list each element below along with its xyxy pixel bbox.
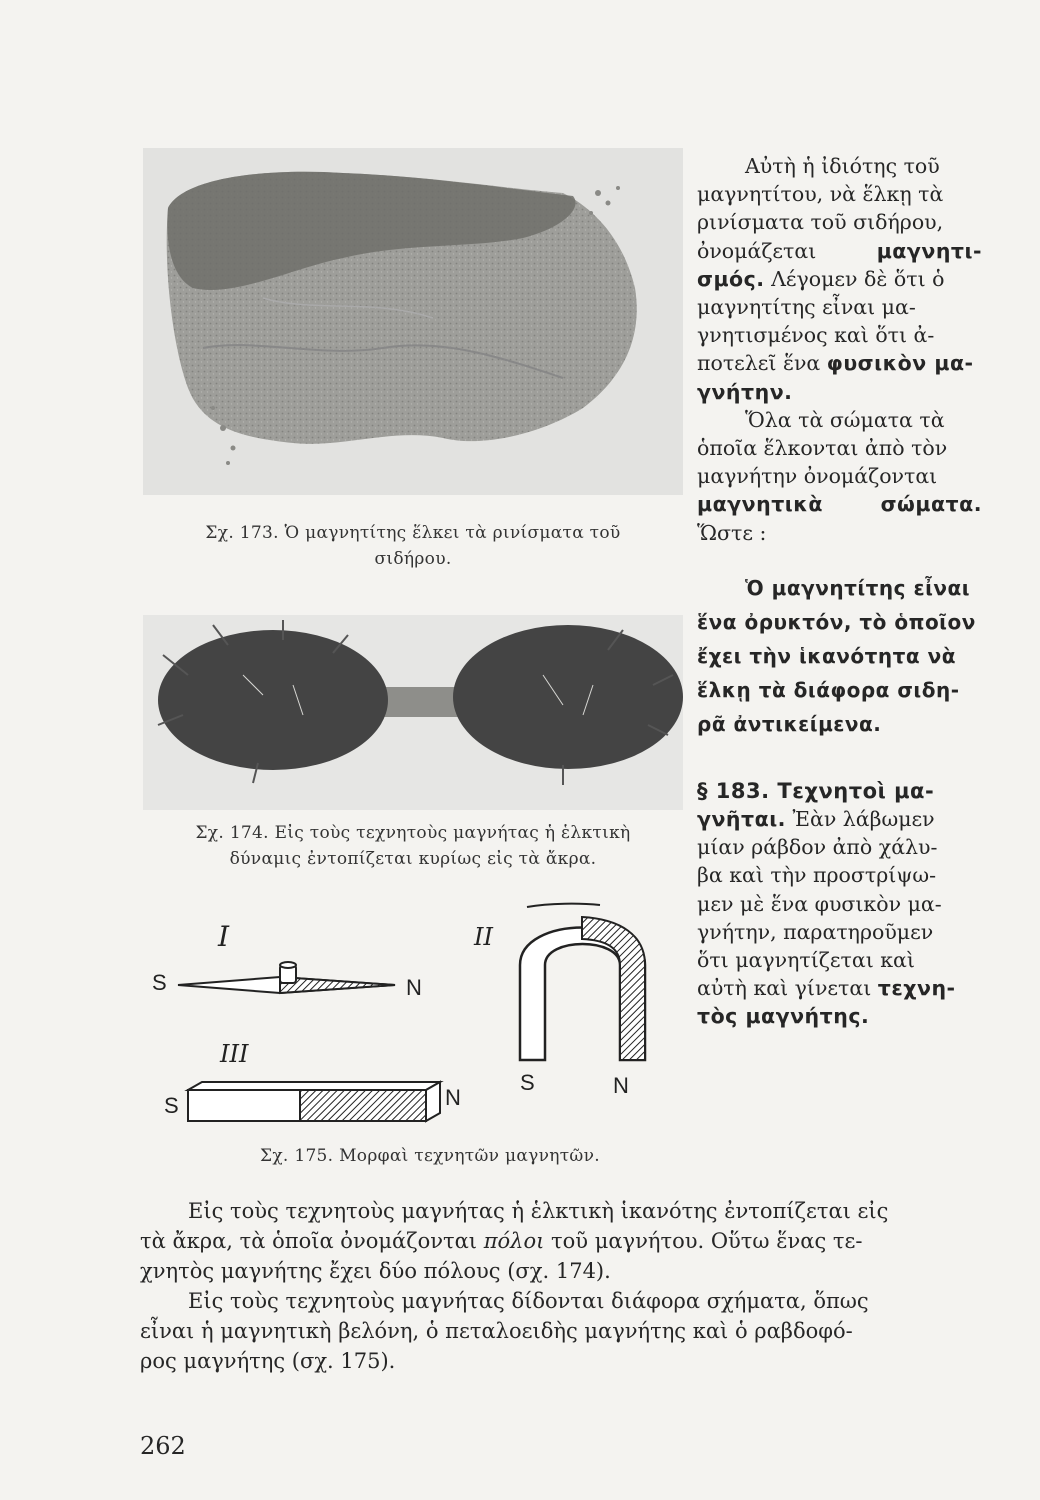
text-line: Αὐτὴ ἡ ἰδιότης τοῦ [745,154,940,178]
bar-south-label: S [164,1093,179,1118]
label-roman-three: III [220,1040,249,1068]
label-roman-one: I [218,920,230,953]
magnetite-rock-image [143,148,683,495]
body-text [140,1196,985,1376]
text-line: ὅτι μαγνητίζεται καὶ [697,948,915,973]
term-artificial: τεχνη- [877,976,956,1001]
text-line: μαγνήτην ὀνομάζονται [697,464,938,489]
bar-magnet-drawing [188,1082,440,1121]
text-line [697,349,982,377]
right-column-text [697,152,982,1031]
text-line: μεν μὲ ἕνα φυσικὸν μα- [697,891,942,916]
text-line: μαγνητίτου, νὰ ἕλκῃ τὰ [697,182,944,207]
term-natural-magnet: φυσικὸν μα- [826,351,974,376]
text-line: ρος μαγνήτης (σχ. 175). [140,1349,396,1373]
text-fragment: Λέγομεν δὲ ὅτι ὁ [764,266,945,291]
magnetic-needle-drawing [178,962,395,993]
text-line: μίαν ράβδον ἀπὸ χάλυ- [697,835,938,860]
figure-173-caption-line: σιδήρου. [374,549,452,569]
section-183-paragraph [697,777,982,1031]
horseshoe-south-label: S [520,1070,535,1095]
rule-statement [697,571,982,741]
figure-173-caption [143,520,683,572]
text-fragment: ὀνομάζεται [697,238,817,263]
term-magnetism-end: σμός. [697,266,765,291]
rule-line: ἔχει τὴν ἱκανότητα νὰ [697,643,956,668]
figure-174-caption-line: Σχ. 174. Εἰς τοὺς τεχνητοὺς μαγνήτας ἡ ἑλκτικὴ [195,823,631,843]
rule-line: ρᾶ ἀντικείμενα. [697,711,882,736]
text-line: ὁποῖα ἕλκονται ἀπὸ τὸν [697,436,948,461]
magnetic-bodies-paragraph [697,406,982,547]
text-line: ρινίσματα τοῦ σιδήρου, [697,210,944,235]
text-line: Ὅλα τὰ σώματα τὰ [745,407,945,432]
text-fragment: ποτελεῖ ἕνα [697,351,827,376]
text-line: Εἰς τοὺς τεχνητοὺς μαγνήτας δίδονται διάφορα σχήματα, ὅπως [188,1289,869,1313]
text-line: χνητὸς μαγνήτης ἔχει δύο πόλους (σχ. 174). [140,1259,611,1283]
text-line [697,805,982,833]
shapes-paragraph [140,1286,985,1376]
text-fragment: τοῦ μαγνήτου. Οὕτω ἕνας τε- [544,1229,863,1253]
figure-173-caption-line: Σχ. 173. Ὁ μαγνητίτης ἕλκει τὰ ρινίσματα τοῦ [205,523,621,543]
figure-173-photo [143,148,683,495]
figure-174-caption-line: δύναμις ἐντοπίζεται κυρίως εἰς τὰ ἄκρα. [229,849,597,869]
term-bodies: σώματα. [880,492,982,517]
poles-paragraph [140,1196,985,1286]
text-line: Εἰς τοὺς τεχνητοὺς μαγνήτας ἡ ἑλκτικὴ ἱκανότης ἐντοπίζεται εἰς [188,1199,889,1223]
label-roman-two: II [474,923,493,951]
term-poles: πόλοι [483,1229,545,1253]
text-line [140,1226,985,1256]
term-artificial-magnet: τὸς μαγνήτης. [697,1004,870,1029]
term-magnetism: μαγνητι- [876,238,982,263]
text-fragment: αὐτὴ καὶ γίνεται [697,976,878,1001]
text-fragment: τὰ ἄκρα, τὰ ὁποῖα ὀνομάζονται [140,1229,484,1253]
needle-south-label: S [152,970,167,995]
text-line: μαγνητίτης εἶναι μα- [697,295,916,320]
text-line [697,237,982,265]
text-fragment: Ἐὰν λάβωμεν [785,807,935,832]
section-183-heading: § 183. Τεχνητοὶ μα- [697,778,935,803]
rule-line: Ὁ μαγνητίτης εἶναι [745,575,971,600]
term-natural-magnet-end: γνήτην. [697,379,793,404]
figure-175-diagram [150,895,670,1135]
text-line: Ὥστε : [697,520,767,545]
figure-175-caption: Σχ. 175. Μορφαὶ τεχνητῶν μαγνητῶν. [260,1146,600,1166]
text-line: εἶναι ἡ μαγνητικὴ βελόνη, ὁ πεταλοειδὴς μαγνήτης καὶ ὁ ραβδοφό- [140,1319,853,1343]
horseshoe-north-label: N [613,1073,629,1098]
text-line [697,265,982,293]
text-line: γνήτην, παρατηροῦμεν [697,919,934,944]
text-line [697,974,982,1002]
page-number: 262 [140,1432,186,1460]
term-magnetic: μαγνητικὰ [697,492,823,517]
rule-line: ἕλκῃ τὰ διάφορα σιδη- [697,677,960,702]
filings-magnet-image [143,615,683,810]
needle-north-label: N [406,975,422,1000]
horseshoe-magnet-drawing [520,904,645,1060]
text-line [697,490,982,518]
bar-north-label: N [445,1085,461,1110]
magnetism-paragraph [697,152,982,406]
figure-174-caption [143,820,683,872]
section-183-heading-end: γνῆται. [697,807,786,832]
text-line: γνητισμένος καὶ ὅτι ἀ- [697,323,935,348]
figure-174-photo [143,615,683,810]
text-line: βα καὶ τὴν προστρίψω- [697,863,937,888]
rule-line: ἕνα ὀρυκτόν, τὸ ὁποῖον [697,609,976,634]
